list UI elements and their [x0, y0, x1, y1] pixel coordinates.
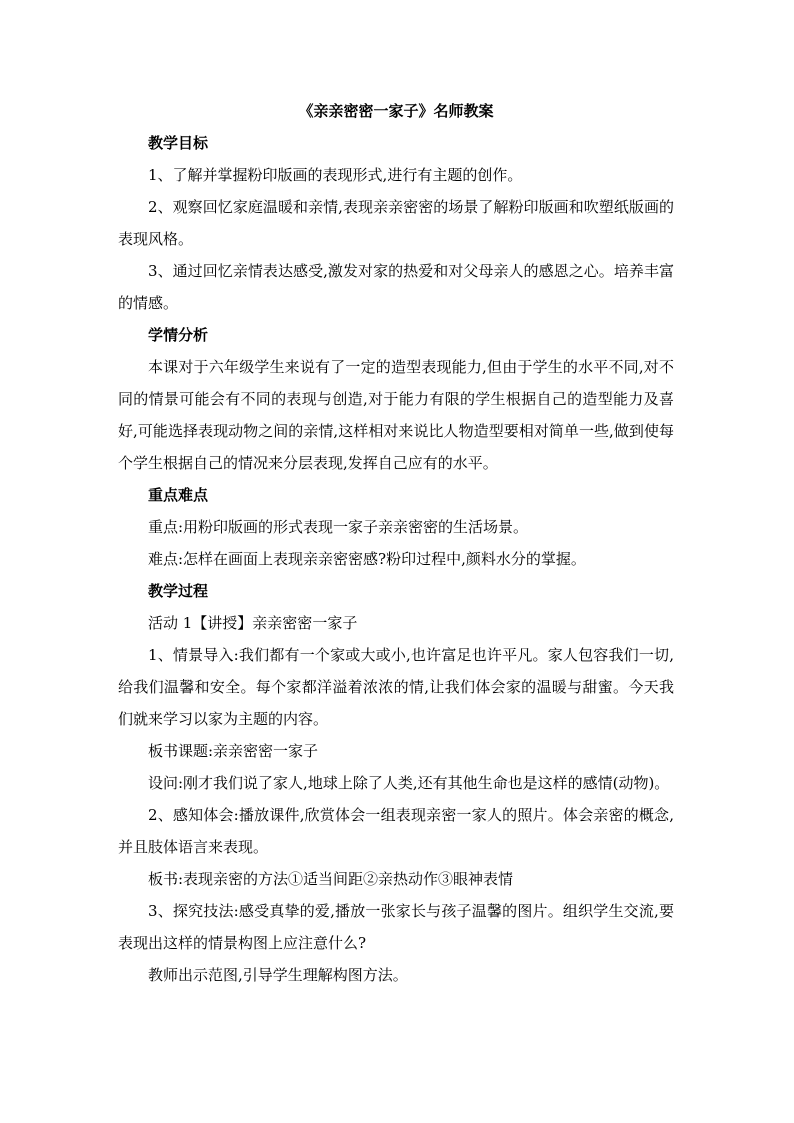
section-heading-teaching-goals: 教学目标 [148, 134, 209, 152]
teacher-demo-paragraph: 教师出示范图,引导学生理解构图方法。 [148, 966, 408, 984]
student-analysis-paragraph: 本课对于六年级学生来说有了一定的造型表现能力,但由于学生的水平不同,对不同的情景可能会有不同的表现与创造,对于能力有限的学生根据自己的造型能力及喜好,可能选择表现动物之间的亲情,这样相对来说比人物造型要相对简单一些,做到使每个学生根据自己的情况来分层表现,发挥自己应有的水平。 [118, 358, 674, 472]
process-step-3: 3、探究技法:感受真挚的爱,播放一张家长与孩子温馨的图片。组织学生交流,要表现出这样的情景构图上应注意什么? [118, 902, 674, 952]
goal-item-3: 3、通过回忆亲情表达感受,激发对家的热爱和对父母亲人的感恩之心。培养丰富的情感。 [118, 262, 674, 312]
difficult-point: 难点:怎样在画面上表现亲亲密密感?粉印过程中,颜料水分的掌握。 [148, 550, 586, 568]
board-lesson-title: 板书课题:亲亲密密一家子 [148, 742, 319, 760]
key-point: 重点:用粉印版画的形式表现一家子亲亲密密的生活场景。 [148, 518, 529, 536]
process-step-2: 2、感知体会:播放课件,欣赏体会一组表现亲密一家人的照片。体会亲密的概念,并且肢体语言来表现。 [118, 806, 674, 856]
question-paragraph: 设问:刚才我们说了家人,地球上除了人类,还有其他生命也是这样的感情(动物)。 [148, 774, 670, 792]
section-heading-teaching-process: 教学过程 [148, 582, 209, 600]
goal-item-1: 1、了解并掌握粉印版画的表现形式,进行有主题的创作。 [148, 166, 523, 184]
activity-title: 活动 1【讲授】亲亲密密一家子 [148, 614, 358, 632]
section-heading-key-points: 重点难点 [148, 486, 209, 504]
process-step-1: 1、情景导入:我们都有一个家或大或小,也许富足也许平凡。家人包容我们一切,给我们温馨和安全。每个家都洋溢着浓浓的情,让我们体会家的温暖与甜蜜。今天我们就来学习以家为主题的内容。 [118, 646, 674, 728]
goal-item-2: 2、观察回忆家庭温暖和亲情,表现亲亲密密的场景了解粉印版画和吹塑纸版画的表现风格。 [118, 198, 674, 248]
document-title: 《亲亲密密一家子》名师教案 [298, 102, 494, 120]
document-page [118, 95, 674, 991]
board-methods: 板书:表现亲密的方法①适当间距②亲热动作③眼神表情 [148, 870, 514, 888]
section-heading-student-analysis: 学情分析 [148, 326, 209, 344]
